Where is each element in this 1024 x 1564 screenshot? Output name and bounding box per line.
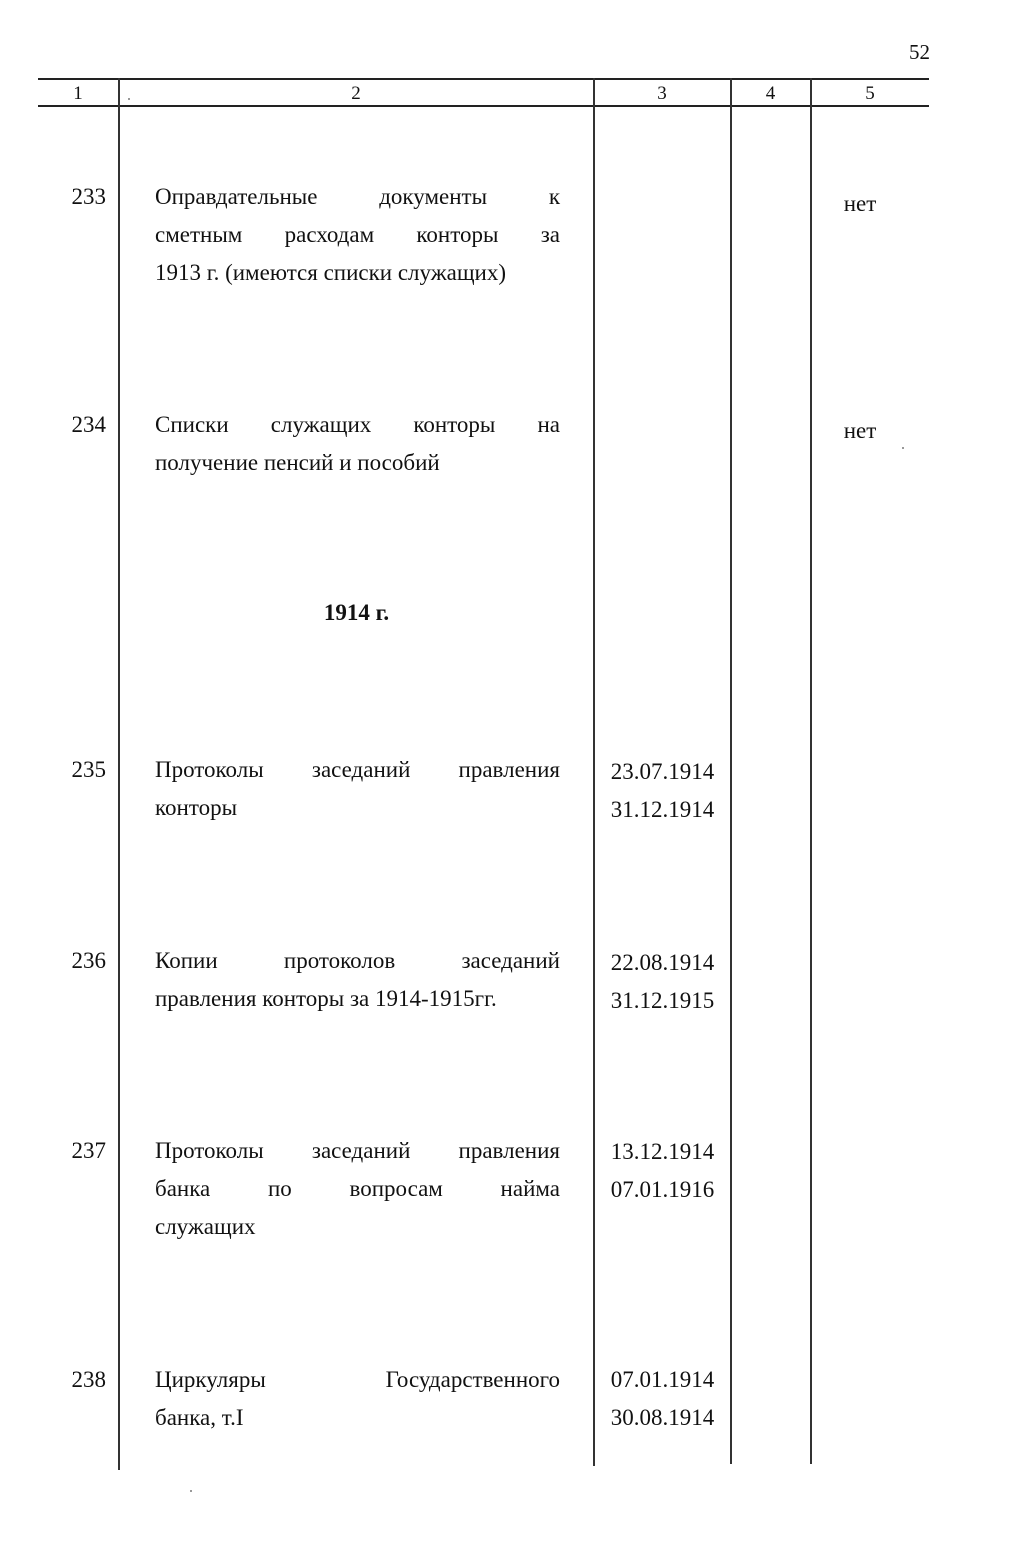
page-number: 52 [909,40,930,64]
row-description [155,178,560,292]
scan-speck [128,98,130,100]
row-number: 238 [71,1367,106,1392]
row-number: 235 [71,757,106,782]
header-col-4: 4 [765,83,776,104]
column-divider-4 [810,78,812,1464]
description-line: Протоколы заседаний правления [155,757,560,782]
date-end: 07.01.1916 [610,1177,715,1202]
header-col-1: 1 [73,83,83,104]
description-line: Списки служащих конторы на [155,412,560,437]
table-header-bottom-rule [38,105,929,107]
description-line: Оправдательные документы к [155,184,560,209]
row-description [155,751,560,827]
row-dates [600,753,725,829]
date-end: 31.12.1915 [610,988,715,1013]
description-line: служащих [155,1214,256,1239]
row-dates [600,1361,725,1437]
table-header-top-rule [38,78,929,80]
description-line: конторы [155,795,238,820]
date-end: 31.12.1914 [610,797,715,822]
date-start: 23.07.1914 [610,759,715,784]
date-start: 22.08.1914 [610,950,715,975]
date-end: 30.08.1914 [610,1405,715,1430]
date-start: 13.12.1914 [610,1139,715,1164]
row-description [155,1361,560,1437]
row-number: 234 [71,412,106,437]
column-divider-2 [593,78,595,1466]
description-line: банка, т.I [155,1405,244,1430]
row-number: 237 [71,1138,106,1163]
description-line: правления конторы за 1914-1915гг. [155,986,497,1011]
row-description [155,942,560,1018]
description-line: Циркуляры Государственного [155,1367,560,1392]
row-description [155,1132,560,1246]
row-description [155,406,560,482]
row-number: 236 [71,948,106,973]
row-dates [600,1133,725,1209]
description-line: Копии протоколов заседаний [155,948,560,973]
row-dates [600,944,725,1020]
row-note: нет [843,418,877,443]
row-number: 233 [71,184,106,209]
date-start: 07.01.1914 [610,1367,715,1392]
description-line: получение пенсий и пособий [155,450,440,475]
header-col-3: 3 [657,83,667,104]
description-line: Протоколы заседаний правления [155,1138,560,1163]
scan-speck [190,1490,192,1492]
column-divider-1 [118,78,120,1470]
description-line: банка по вопросам найма [155,1176,560,1201]
description-line: 1913 г. (имеются списки служащих) [155,260,506,285]
row-note: нет [843,191,877,216]
column-divider-3 [730,78,732,1464]
header-col-5: 5 [865,83,875,104]
description-line: сметным расходам конторы за [155,222,560,247]
scan-speck [902,447,904,449]
header-col-2: 2 [351,83,361,104]
section-heading-year: 1914 г. [323,600,390,625]
